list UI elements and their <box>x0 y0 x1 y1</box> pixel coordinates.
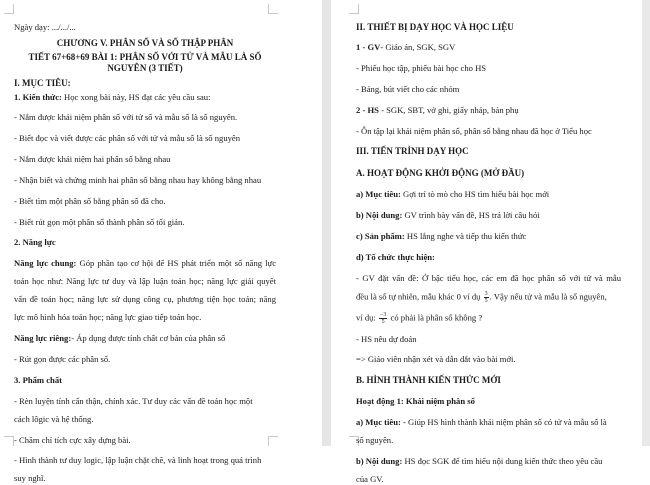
general-competency-line3: vấn đề toán học; năng lực sử dụng công cụ, phương tiện học toán; năng <box>14 294 276 304</box>
hs-guess: - HS nêu dự đoán <box>356 334 417 344</box>
gv-problem-line1: - GV đặt vấn đề: Ở bậc tiểu học, các em đã học phân số với tử và mẫu <box>356 273 621 283</box>
fraction-3-over-5 <box>484 291 489 304</box>
gv-item: - Phiếu học tập, phiếu bài học cho HS <box>356 63 487 73</box>
knowledge-text: Học xong bài này, HS đạt các yêu cầu sau: <box>61 92 211 102</box>
gv-label: 1 - GV <box>356 42 381 52</box>
gv-line <box>356 42 455 53</box>
knowledge-item: - Biết đọc và viết được các phân số với tử và mẫu số là số nguyên <box>14 133 241 143</box>
margin-corner-bottom-left <box>4 436 14 446</box>
chapter-title: CHƯƠNG V. PHÂN SỐ VÀ SỐ THẬP PHÂN <box>56 38 234 48</box>
general-competency-text: Góp phần tạo cơ hội để HS phát triển một số năng lực <box>76 258 277 268</box>
gv-problem-line3 <box>356 312 482 325</box>
gv-problem-line2 <box>356 291 607 304</box>
general-competency-line2: toán học như: Năng lực tư duy và lập luận toán học; năng lực giải quyết <box>14 276 276 286</box>
general-competency-line1 <box>14 258 276 269</box>
specific-competency-item: - Rút gọn được các phân số. <box>14 354 111 364</box>
quality-line: cách lôgic và hệ thống. <box>14 414 94 424</box>
a-content-text: GV trình bày vấn đề, HS trả lời câu hỏi <box>402 210 540 220</box>
hs-item: - Ôn tập lại khái niệm phân số, phân số bằng nhau đã học ở Tiểu học <box>356 126 592 136</box>
b-content-text: HS đọc SGK để tìm hiểu nội dung kiến thức theo yêu cầu <box>402 456 603 466</box>
gv-lead: => Giáo viên nhận xét và dẫn dắt vào bài mới. <box>356 354 516 364</box>
gv-problem-text: đều là số tự nhiên, mẫu khác 0 ví dụ <box>356 291 483 302</box>
hs-label: 2 - HS <box>356 105 379 115</box>
a-product-line <box>356 231 526 242</box>
a-goal-text: Gợi trí tò mò cho HS tìm hiểu bài học mới <box>400 189 550 199</box>
fraction-denominator: 5 <box>381 319 385 325</box>
document-page-left <box>0 0 322 483</box>
b-content-line1 <box>356 456 602 467</box>
knowledge-label: 1. Kiến thức: <box>14 92 62 102</box>
knowledge-item: - Nắm được khái niệm hai phân số bằng nhau <box>14 154 171 164</box>
margin-corner-bottom-right <box>268 436 278 446</box>
hs-line <box>356 105 519 116</box>
knowledge-item: - Biết tìm một phân số bằng phân số đã cho. <box>14 196 166 206</box>
fraction-neg3-over-5 <box>379 312 387 325</box>
quality-line: - Chăm chỉ tích cực xây dựng bài. <box>14 435 131 445</box>
a-goal-line <box>356 189 549 200</box>
section-process-heading: III. TIẾN TRÌNH DẠY HỌC <box>356 146 469 156</box>
b-goal-label: a) Mục tiêu: <box>356 417 401 427</box>
activity-1-heading: Hoạt động 1: Khái niệm phân số <box>356 396 475 406</box>
gv-problem-text: có phải là phân số không ? <box>388 312 483 323</box>
activity-a-heading: A. HOẠT ĐỘNG KHỞI ĐỘNG (MỞ ĐẦU) <box>356 168 525 178</box>
a-org-label: d) Tổ chức thực hiện: <box>356 252 435 262</box>
knowledge-item: - Nhận biết và chứng minh hai phân số bằng nhau hay không bằng nhau <box>14 175 262 185</box>
gv-problem-text: . Vậy nếu tử và mẫu là số nguyên, <box>489 291 607 302</box>
specific-competency-text: - Áp dụng được tính chất cơ bản của phân số <box>71 333 226 343</box>
fraction-denominator: 5 <box>484 298 488 304</box>
fraction-numerator: −3 <box>379 312 387 318</box>
activity-b-heading: B. HÌNH THÀNH KIẾN THỨC MỚI <box>356 375 501 385</box>
b-goal-text: - Giúp HS hình thành khái niệm phân số có tử và mẫu số là <box>400 417 607 427</box>
b-content-label: b) Nội dung: <box>356 456 403 466</box>
a-goal-label: a) Mục tiêu: <box>356 189 401 199</box>
knowledge-item: - Biết rút gọn một phân số thành phân số tối giản. <box>14 217 185 227</box>
gv-text: - Giáo án, SGK, SGV <box>380 42 456 52</box>
specific-competency-label: Năng lực riêng: <box>14 333 72 343</box>
knowledge-line <box>14 92 210 103</box>
margin-corner-top-left <box>349 4 359 14</box>
specific-competency-line <box>14 333 225 344</box>
section-objectives-heading: I. MỤC TIÊU: <box>14 78 71 88</box>
knowledge-item: - Nắm được khái niệm phân số với tử số và mẫu số là số nguyên. <box>14 112 238 122</box>
b-goal-line2: số nguyên. <box>356 435 394 445</box>
lesson-title-line1: TIẾT 67+68+69 BÀI 1: PHÂN SỐ VỚI TỬ VÀ MẪU LÀ SỐ <box>28 52 262 62</box>
general-competency-label: Năng lực chung: <box>14 258 77 268</box>
quality-line: - Rèn luyện tính cẩn thận, chính xác. Tư duy các vấn đề toán học một <box>14 396 253 406</box>
a-content-line <box>356 210 540 221</box>
b-goal-line1 <box>356 417 607 428</box>
gv-item: - Bảng, bút viết cho các nhóm <box>356 84 460 94</box>
a-content-label: b) Nội dung: <box>356 210 403 220</box>
gv-problem-text: ví dụ: <box>356 312 378 323</box>
b-content-line2: của GV. <box>356 474 384 484</box>
page-gutter <box>322 0 331 446</box>
document-page-right <box>331 0 642 484</box>
margin-corner-top-left <box>4 4 14 14</box>
a-product-text: HS lắng nghe và tiếp thu kiến thức <box>404 231 527 241</box>
quality-line: - Hình thành tư duy logic, lập luận chặt chẽ, và linh hoạt trong quá trình <box>14 455 262 465</box>
quality-line: suy nghĩ. <box>14 473 46 483</box>
lesson-title-line2: NGUYÊN (3 TIẾT) <box>107 63 183 73</box>
date-line: Ngày dạy: .../.../... <box>14 22 76 32</box>
vertical-scrollbar[interactable] <box>642 0 650 446</box>
competency-heading: 2. Năng lực <box>14 237 56 247</box>
section-equipment-heading: II. THIẾT BỊ DẠY HỌC VÀ HỌC LIỆU <box>356 22 514 32</box>
margin-corner-top-right <box>268 4 278 14</box>
quality-heading: 3. Phẩm chất <box>14 375 62 385</box>
fraction-numerator: 3 <box>484 291 488 297</box>
a-product-label: c) Sản phẩm: <box>356 231 405 241</box>
general-competency-line4: lực mô hình hóa toán học; năng lực giao tiếp toán học. <box>14 312 202 322</box>
hs-text: - SGK, SBT, vở ghi, giấy nháp, bản phụ <box>378 105 519 115</box>
